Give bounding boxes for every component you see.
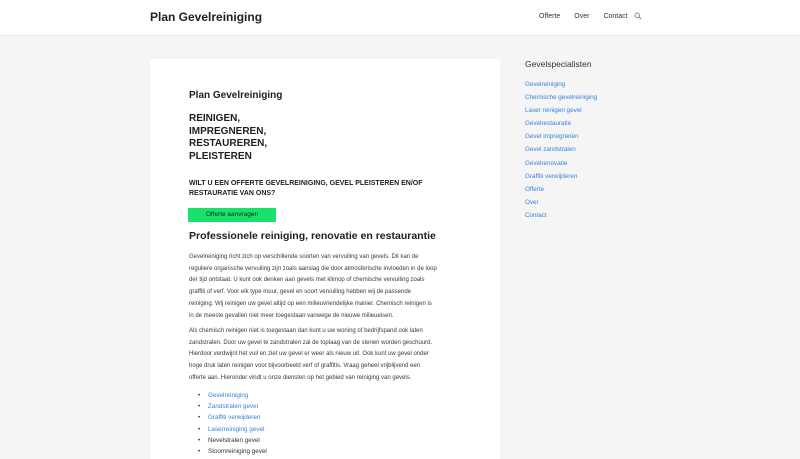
sidebar-link[interactable]: Gevelrenovatie — [525, 159, 568, 167]
heading-line: PLEISTEREN — [189, 150, 252, 162]
list-item — [198, 424, 267, 435]
list-item — [198, 446, 267, 457]
sidebar-link[interactable]: Gevelreiniging — [525, 81, 566, 88]
paragraph-line: Hierdoor verdwijnt het vuil en ziet uw gevel er weer als nieuw uit. Ook kunt uw gevel onder — [189, 351, 429, 358]
paragraph-line: zandstralen. Door uw gevel te zandstralen zal de toplaag van de stenen worden geschuurd. — [189, 339, 433, 346]
sidebar-link[interactable]: Over — [525, 198, 539, 206]
main-article — [150, 59, 500, 459]
service-stoomreiniging: Stoomreiniging gevel — [208, 448, 267, 456]
heading-line: REINIGEN, — [189, 113, 241, 124]
sidebar-link[interactable]: Offerte — [525, 185, 545, 193]
sidebar-link[interactable]: Contact — [525, 211, 547, 219]
heading-line: RESTAUREREN, — [189, 138, 268, 149]
heading-line: IMPREGNEREN, — [189, 125, 267, 137]
sidebar-link[interactable]: Gevel zandstralen — [525, 146, 576, 154]
question-line: WILT U EEN OFFERTE GEVELREINIGING, GEVEL PLEISTEREN EN/OF — [189, 180, 423, 187]
sidebar-link[interactable]: Gevelrestauratie — [525, 120, 572, 128]
search-icon[interactable] — [634, 12, 642, 20]
site-title[interactable]: Plan Gevelreiniging — [150, 10, 263, 24]
article-title: Plan Gevelreiniging — [189, 90, 283, 101]
sidebar-link[interactable]: Chemische gevelreiniging — [525, 94, 598, 102]
service-link-zandstralen[interactable]: Zandstralen gevel — [208, 403, 259, 411]
paragraph-line: in de meeste gevallen niet meer toegestaan vanwege de nieuwe milieueisen. — [189, 312, 394, 319]
sidebar-title: Gevelspecialisten — [525, 59, 592, 69]
service-link-laserreiniging[interactable]: Laserreiniging gevel — [208, 425, 265, 433]
paragraph-line: offerte aan. Hieronder vindt u onze diensten op het gebied van reiniging van gevels. — [189, 374, 412, 381]
paragraph-line: reiniging. Wij reinigen uw gevel altijd op een milieuvriendelijke manier. Chemisch reinigen is — [189, 300, 432, 307]
sidebar-links — [525, 78, 685, 222]
sidebar-link[interactable]: Gevel impregneren — [525, 133, 579, 141]
services-list — [198, 390, 267, 457]
list-item — [198, 412, 267, 423]
nav-offerte[interactable]: Offerte — [539, 13, 561, 20]
paragraph-line: reguliere organische vervuiling zijn zoals aanslag die door atmosferische invloeden in de loop — [189, 265, 437, 272]
nav-contact[interactable]: Contact — [603, 13, 628, 20]
list-item — [198, 435, 267, 446]
list-item — [198, 390, 267, 401]
sidebar — [525, 59, 685, 222]
nav-over[interactable]: Over — [574, 13, 590, 20]
list-item — [198, 401, 267, 412]
paragraph-line: graffiti of verf. Voor elk type muur, gevel en soort vervuiling hebben wij de passende — [189, 289, 412, 296]
offerte-aanvragen-button[interactable]: Offerte aanvragen — [188, 208, 276, 222]
paragraph-line: Gevelreiniging richt zich op verschillende soorten van vervuiling van gevels. Dit kan de — [189, 254, 419, 260]
service-nevelstralen: Nevelstralen gevel — [208, 436, 260, 444]
service-link-gevelreiniging[interactable]: Gevelreiniging — [208, 392, 249, 399]
article-heading — [189, 113, 267, 163]
sidebar-link[interactable]: Graffiti verwijderen — [525, 172, 578, 180]
sidebar-link[interactable]: Laser reinigen gevel — [525, 107, 582, 115]
section-heading: Professionele reiniging, renovatie en restaurantie — [189, 230, 436, 242]
paragraph-line: hoge druk laten reinigen voor bijvoorbeeld verf of graffitis. Vraag geheel vrijblijvend een — [189, 363, 421, 370]
service-link-graffiti[interactable]: Graffiti verwijderen — [208, 414, 261, 422]
paragraph-line: Als chemisch reinigen niet is toegestaan dan kunt u uw woning of bedrijfspand ook laten — [189, 328, 423, 334]
zandstralen-paragraph — [189, 326, 464, 385]
intro-paragraph — [189, 252, 464, 322]
main-nav — [539, 13, 642, 20]
question-line: RESTAURATIE VAN ONS? — [189, 190, 276, 197]
site-header — [0, 0, 800, 36]
paragraph-line: der tijd ontstaat. U kunt ook denken aan gevels met klimop of chemische vervuiling zoals — [189, 277, 425, 284]
offerte-question — [189, 179, 459, 199]
